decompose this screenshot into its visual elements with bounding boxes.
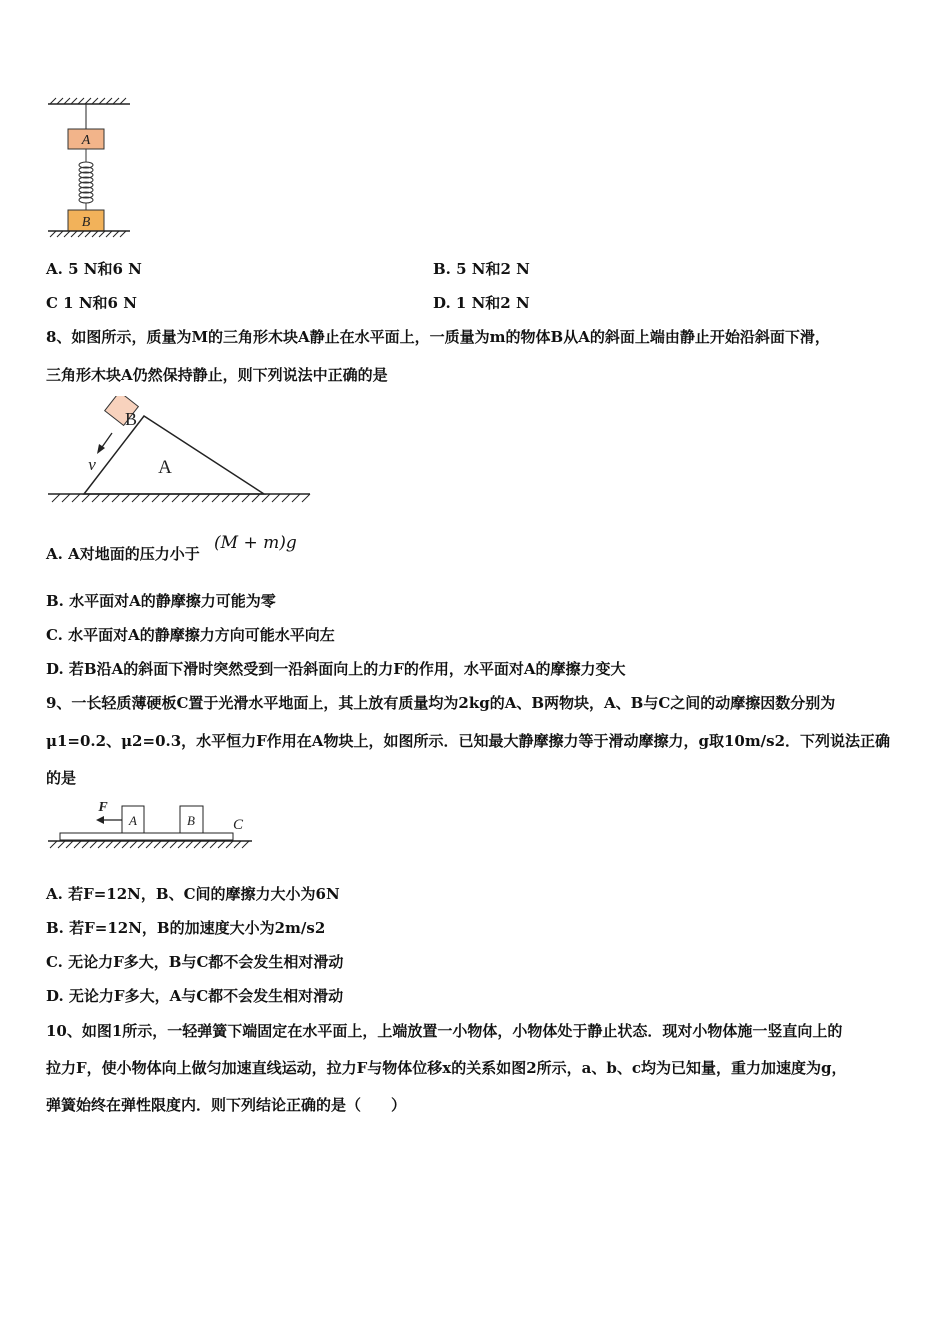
block-b-label: B — [124, 409, 138, 429]
q8-option-a-text: A. A对地面的压力小于 — [46, 545, 200, 563]
q8-option-c[interactable]: C. 水平面对A的静摩擦力方向可能水平向左 — [46, 626, 335, 644]
q8-stem-line1: 8、如图所示，质量为M的三角形木块A静止在水平面上，一质量为m的物体B从A的斜面上端由静止开始沿斜面下滑， — [46, 328, 830, 346]
wedge-a-label: A — [158, 457, 172, 478]
block-a-label: A — [129, 813, 137, 828]
force-label: F — [98, 800, 108, 815]
block-b-label: B — [187, 813, 195, 828]
block-a-label: A — [81, 133, 91, 148]
q7-option-b[interactable]: B. 5 N和2 N — [433, 260, 530, 278]
q9-option-b[interactable]: B. 若F=12N，B的加速度大小为2m/s2 — [46, 919, 326, 937]
spring — [79, 149, 93, 210]
wedge-a — [84, 416, 264, 494]
q10-stem-line3: 弹簧始终在弹性限度内．则下列结论正确的是（ ） — [46, 1096, 407, 1114]
q9-stem-line1: 9、一长轻质薄硬板C置于光滑水平地面上，其上放有质量均为2kg的A、B两物块，A、B与C之间的动摩擦因数分别为 — [46, 694, 836, 712]
q7-option-d[interactable]: D. 1 N和2 N — [433, 294, 530, 312]
velocity-label: v — [88, 455, 96, 474]
q9-option-c[interactable]: C. 无论力F多大，B与C都不会发生相对滑动 — [46, 953, 344, 971]
q7-option-a[interactable]: A. 5 N和6 N — [46, 260, 142, 278]
q7-option-c[interactable]: C 1 N和6 N — [46, 294, 137, 312]
q9-option-d[interactable]: D. 无论力F多大，A与C都不会发生相对滑动 — [46, 987, 344, 1005]
q8-option-a[interactable] — [46, 543, 200, 565]
q10-stem-line1: 10、如图1所示，一轻弹簧下端固定在水平面上，上端放置一小物体，小物体处于静止状态．现对小物体施一竖直向上的 — [46, 1022, 843, 1040]
q8-stem-line2: 三角形木块A仍然保持静止，则下列说法中正确的是 — [46, 366, 388, 384]
q10-stem-line2: 拉力F，使小物体向上做匀加速直线运动，拉力F与物体位移x的关系如图2所示，a、b、c均为已知量，重力加速度为g， — [46, 1059, 847, 1077]
q9-option-a[interactable]: A. 若F=12N，B、C间的摩擦力大小为6N — [46, 885, 340, 903]
block-b-label: B — [81, 215, 91, 230]
q8-option-d[interactable]: D. 若B沿A的斜面下滑时突然受到一沿斜面向上的力F的作用，水平面对A的摩擦力变大 — [46, 660, 626, 678]
q9-stem-line2: μ1=0.2、μ2=0.3，水平恒力F作用在A物块上，如图所示．已知最大静摩擦力等于滑动摩擦力，g取10m/s2．下列说法正确 — [46, 732, 891, 750]
board-c — [60, 833, 233, 840]
q8-option-b[interactable]: B. 水平面对A的静摩擦力可能为零 — [46, 592, 276, 610]
board-c-label: C — [232, 817, 244, 833]
q9-stem-line3: 的是 — [46, 769, 77, 787]
board-blocks-figure — [44, 796, 258, 856]
incline-figure — [44, 396, 316, 512]
spring-blocks-figure — [44, 96, 136, 244]
q8-option-a-formula: (M + m)g — [214, 533, 297, 553]
